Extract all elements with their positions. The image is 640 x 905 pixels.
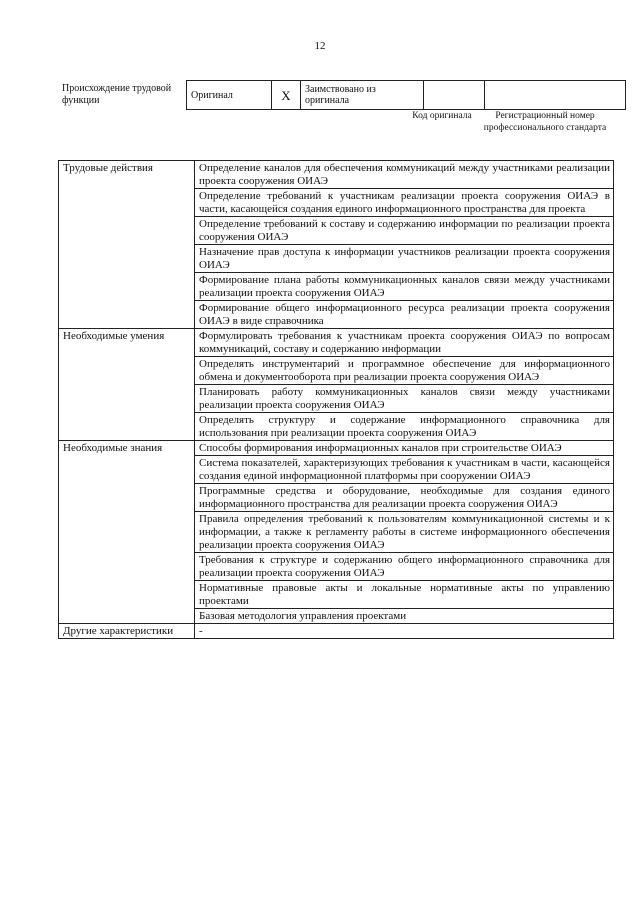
- section-item: Способы формирования информационных каналов при строительстве ОИАЭ: [195, 441, 614, 456]
- table-row: [59, 441, 614, 456]
- section-item: Назначение прав доступа к информации участников реализации проекта сооружения ОИАЭ: [195, 245, 614, 273]
- original-mark: X: [272, 81, 301, 110]
- section-item: Определение требований к составу и содержанию информации по реализации проекта сооружения ОИАЭ: [195, 217, 614, 245]
- table-row: [59, 161, 614, 189]
- function-table: [58, 160, 614, 639]
- section-title: Трудовые действия: [59, 161, 195, 329]
- original-label: Оригинал: [187, 81, 272, 110]
- page-number: 12: [314, 40, 326, 52]
- section-item: Нормативные правовые акты и локальные нормативные акты по управлению проектами: [195, 581, 614, 609]
- section-item: Определение каналов для обеспечения коммуникаций между участниками реализации проекта сооружения ОИАЭ: [195, 161, 614, 189]
- origin-table: [186, 80, 626, 110]
- section-item: Система показателей, характеризующих требования к участникам в части, касающейся создания единой информационной платформы при сооружении ОИАЭ: [195, 456, 614, 484]
- original-code-cell: [424, 81, 485, 110]
- section-item: Определять инструментарий и программное обеспечение для информационного обмена и документооборота при реализации проекта сооружения ОИАЭ: [195, 357, 614, 385]
- section-item: Программные средства и оборудование, необходимые для создания единого информационного пространства для реализации проекта сооружения ОИАЭ: [195, 484, 614, 512]
- section-item: Формирование общего информационного ресурса реализации проекта сооружения ОИАЭ в виде справочника: [195, 301, 614, 329]
- table-row: [59, 624, 614, 639]
- section-item: Требования к структуре и содержанию общего информационного справочника для реализации проекта сооружения ОИАЭ: [195, 553, 614, 581]
- borrowed-label: Заимствовано из оригинала: [301, 81, 424, 110]
- section-item: Формирование плана работы коммуникационных каналов связи между участниками реализации проекта сооружения ОИАЭ: [195, 273, 614, 301]
- section-item: Определение требований к участникам реализации проекта сооружения ОИАЭ в части, касающейся создания единого информационного пространства для проекта: [195, 189, 614, 217]
- section-item: -: [195, 624, 614, 639]
- section-title: Необходимые знания: [59, 441, 195, 624]
- section-item: Формулировать требования к участникам проекта сооружения ОИАЭ по вопросам коммуникаций, составу и содержанию информации: [195, 329, 614, 357]
- table-row: [59, 329, 614, 357]
- registration-caption: Регистрационный номер профессионального стандарта: [483, 111, 607, 133]
- section-item: Правила определения требований к пользователям коммуникационной системы и к информации, а также к регламенту работы в системе информационного обеспечения реализации проекта сооружения ОИАЭ: [195, 512, 614, 553]
- registration-number-cell: [485, 81, 626, 110]
- section-title: Необходимые умения: [59, 329, 195, 441]
- code-caption: Код оригинала: [412, 111, 472, 121]
- origin-label: Происхождение трудовой функции: [62, 83, 172, 106]
- section-item: Базовая методология управления проектами: [195, 609, 614, 624]
- section-item: Планировать работу коммуникационных каналов связи между участниками реализации проекта сооружения ОИАЭ: [195, 385, 614, 413]
- section-title: Другие характеристики: [59, 624, 195, 639]
- section-item: Определять структуру и содержание информационного справочника для использования при реализации проекта сооружения ОИАЭ: [195, 413, 614, 441]
